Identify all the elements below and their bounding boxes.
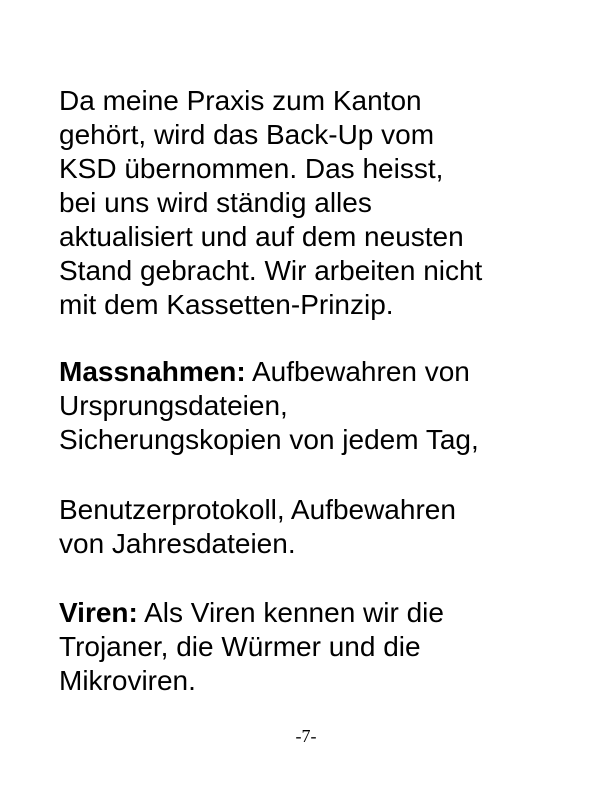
page-number: -7- bbox=[295, 726, 317, 746]
text-line: Stand gebracht. Wir arbeiten nicht bbox=[59, 255, 483, 286]
text-line: bei uns wird ständig alles bbox=[59, 187, 372, 218]
text-line: gehört, wird das Back-Up vom bbox=[59, 119, 435, 150]
text-line bbox=[59, 355, 559, 389]
text-line: aktualisiert und auf dem neusten bbox=[59, 221, 464, 252]
viren-heading: Viren: bbox=[59, 597, 138, 628]
paragraph-viren bbox=[59, 596, 559, 698]
paragraph-massnahmen bbox=[59, 355, 559, 457]
paragraph-backup bbox=[59, 84, 559, 322]
text-line: von Jahresdateien. bbox=[59, 528, 296, 559]
text-line: Benutzerprotokoll, Aufbewahren bbox=[59, 494, 456, 525]
text-line: Da meine Praxis zum Kanton bbox=[59, 85, 422, 116]
text-line bbox=[59, 596, 559, 630]
text-line: mit dem Kassetten-Prinzip. bbox=[59, 289, 394, 320]
paragraph-protokoll bbox=[59, 493, 559, 561]
text-line: Sicherungskopien von jedem Tag, bbox=[59, 424, 479, 455]
viren-text: Als Viren kennen wir die bbox=[137, 597, 444, 628]
text-line: Ursprungsdateien, bbox=[59, 390, 288, 421]
massnahmen-heading: Massnahmen: bbox=[59, 356, 246, 387]
massnahmen-text: Aufbewahren von bbox=[245, 356, 470, 387]
text-line: Trojaner, die Würmer und die bbox=[59, 631, 421, 662]
text-line: Mikroviren. bbox=[59, 665, 196, 696]
text-line: KSD übernommen. Das heisst, bbox=[59, 153, 444, 184]
